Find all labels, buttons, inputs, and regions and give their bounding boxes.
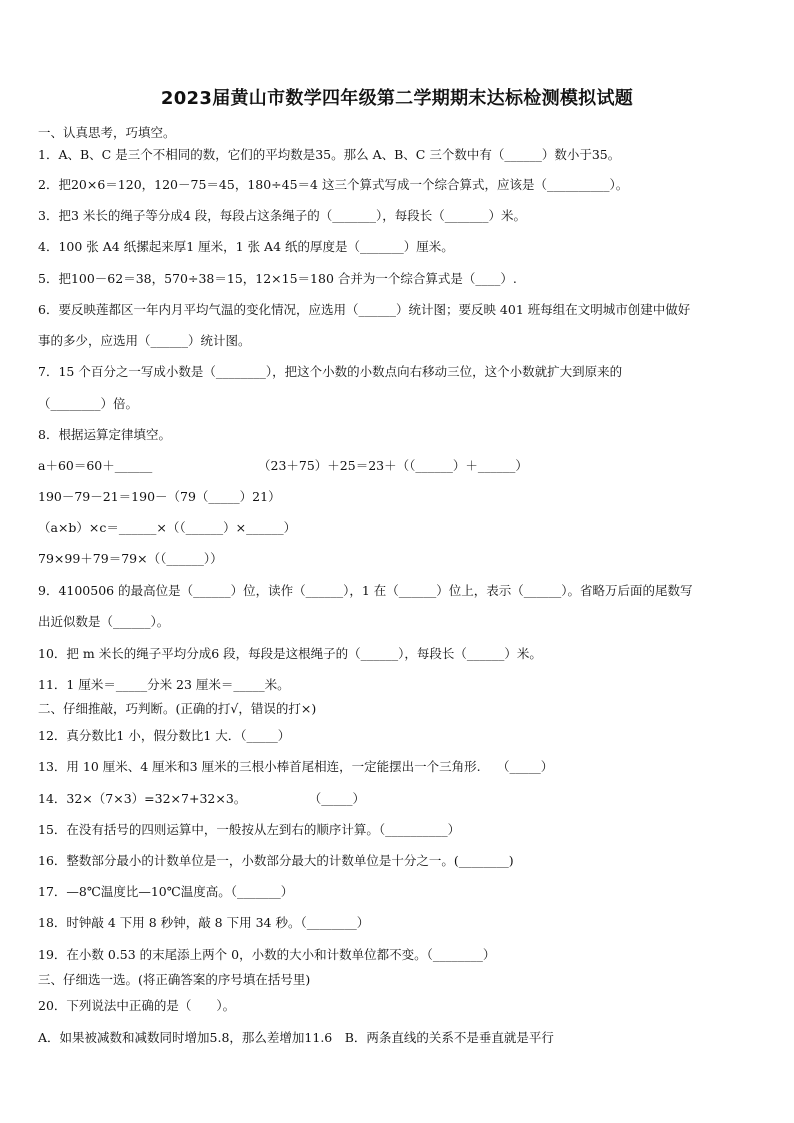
question-18: 18．时钟敲 4 下用 8 秒钟，敲 8 下用 34 秒。（________） <box>38 915 370 930</box>
question-11: 11．1 厘米＝_____分米 23 厘米＝_____米。 <box>38 677 290 692</box>
question-17: 17．—8℃温度比—10℃温度高。（_______） <box>38 884 294 899</box>
question-8-item-b: （23＋75）＋25＝23＋（（______）＋______） <box>258 458 528 473</box>
question-19: 19．在小数 0.53 的末尾添上两个 0，小数的大小和计数单位都不变。（________） <box>38 947 496 962</box>
question-10: 10．把 m 米长的绳子平均分成6 段，每段是这根绳子的（______），每段长（______）米。 <box>38 646 542 661</box>
question-8: 8．根据运算定律填空。 <box>38 427 171 442</box>
question-2: 2．把20×6＝120，120－75＝45，180÷45＝4 这三个算式写成一个综合算式，应该是（__________）。 <box>38 177 629 192</box>
question-20: 20．下列说法中正确的是（ ）。 <box>38 998 236 1013</box>
question-13: 13．用 10 厘米、4 厘米和3 厘米的三根小棒首尾相连，一定能摆出一个三角形. （_____） <box>38 759 554 774</box>
question-8-item-d: （a×b）×c＝______×（（______）×______） <box>38 520 297 535</box>
section-heading-1: 一、认真思考，巧填空。 <box>38 125 176 140</box>
question-8-item-e: 79×99＋79＝79×（（______）） <box>38 551 223 566</box>
question-7-line-1: 7．15 个百分之一写成小数是（________），把这个小数的小数点向右移动三位，这个小数就扩大到原来的 <box>38 364 623 379</box>
question-20-options-a-b: A．如果被减数和减数同时增加5.8，那么差增加11.6 B．两条直线的关系不是垂直就是平行 <box>38 1030 554 1045</box>
question-8-item-a: a＋60＝60＋______ <box>38 458 153 473</box>
question-1: 1．A、B、C 是三个不相同的数，它们的平均数是35。那么 A、B、C 三个数中有（______）数小于35。 <box>38 147 621 162</box>
section-heading-3: 三、仔细选一选。(将正确答案的序号填在括号里) <box>38 972 311 987</box>
question-9-line-1: 9．4100506 的最高位是（______）位，读作（______），1 在（______）位上，表示（______）。省略万后面的尾数写 <box>38 583 693 598</box>
section-heading-2: 二、仔细推敲，巧判断。(正确的打√，错误的打×) <box>38 701 317 716</box>
question-12: 12．真分数比1 小，假分数比1 大．（_____） <box>38 728 291 743</box>
question-15: 15．在没有括号的四则运算中，一般按从左到右的顺序计算。（__________） <box>38 822 461 837</box>
question-6-line-2: 事的多少，应选用（______）统计图。 <box>38 333 251 348</box>
question-7-line-2: （________）倍。 <box>38 396 139 411</box>
question-8-item-c: 190－79－21＝190－（79（_____）21） <box>38 489 281 504</box>
question-14: 14．32×（7×3）=32×7+32×3。 （_____） <box>38 791 366 806</box>
question-5: 5．把100－62＝38，570÷38＝15，12×15＝180 合并为一个综合算式是（____）. <box>38 271 517 286</box>
question-16: 16．整数部分最小的计数单位是一，小数部分最大的计数单位是十分之一。(________) <box>38 853 514 868</box>
question-3: 3．把3 米长的绳子等分成4 段，每段占这条绳子的（_______），每段长（_______）米。 <box>38 208 527 223</box>
question-6-line-1: 6．要反映莲都区一年内月平均气温的变化情况，应选用（______）统计图；要反映 401 班每组在文明城市创建中做好 <box>38 302 691 317</box>
question-9-line-2: 出近似数是（______）。 <box>38 614 170 629</box>
question-4: 4．100 张 A4 纸摞起来厚1 厘米，1 张 A4 纸的厚度是（_______）厘米。 <box>38 239 454 254</box>
page-title: 2023届黄山市数学四年级第二学期期末达标检测模拟试题 <box>160 88 634 109</box>
